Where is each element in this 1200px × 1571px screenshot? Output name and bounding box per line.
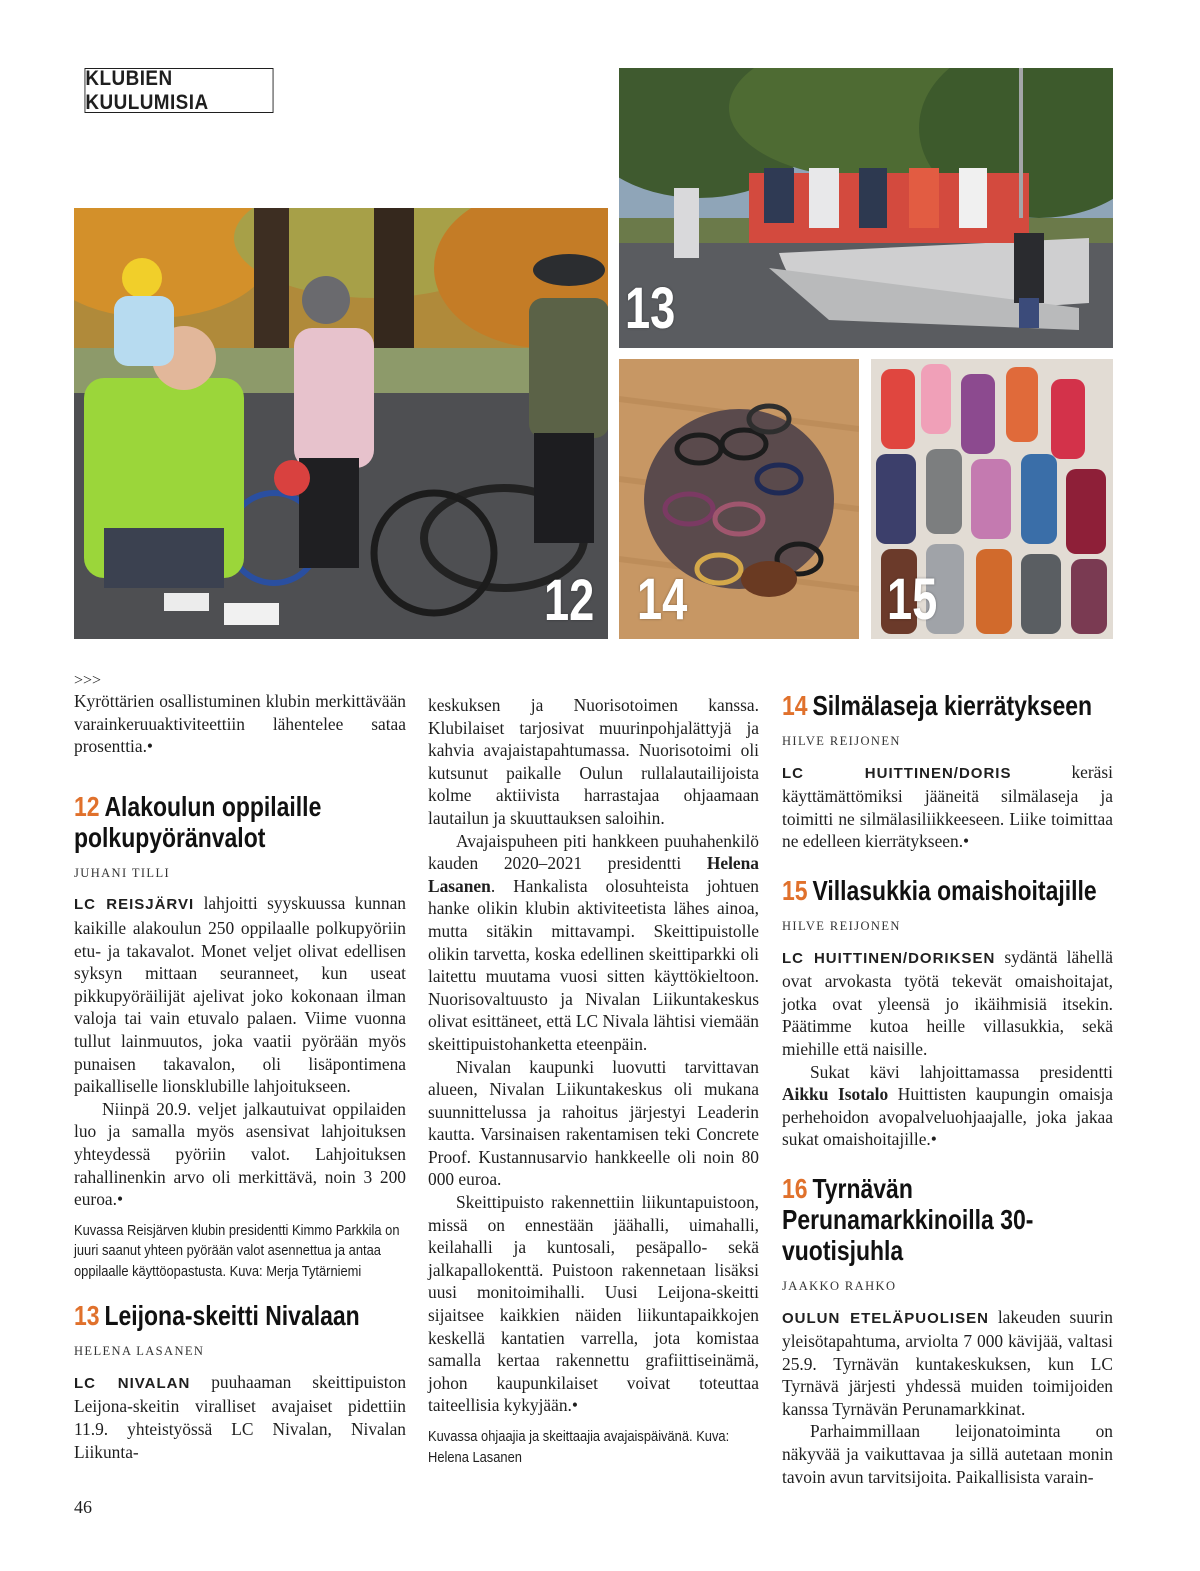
article-15-lead: LC HUITTINEN/DORIKSEN: [782, 949, 996, 967]
article-12-body-1: lahjoitti syyskuussa kunnan kaikille alakoulun 250 oppilaalle polkupyöriin etu- ja takavalot. Monet veljet olivat edellisen syksyn mittaan seuranneet, kun useat pikkupyöräilijät ajelivat joko kokonaan ilman valoja tai vain etuvalo palaen. Viime vuonna tullut lainmuutos, joka vaatii pyörään myös punaisen takavalon, oli lisäpontimena paikalliselle lionsklubille lahjoitukseen.: [74, 893, 406, 1097]
article-16-title: [782, 1173, 1113, 1266]
article-15-p2-text-b: Huittisten kaupungin omaisja perhehoidon avopalveluohjaajalle, joka jakaa sukat omaishoitajille.•: [782, 1084, 1113, 1150]
article-12-lead: LC REISJÄRVI: [74, 896, 195, 914]
article-13-p3-text-a: Avajaispuheen piti hankkeen puuhahenkilö kauden 2020–2021 presidentti: [428, 830, 759, 874]
article-15-title-text: Villasukkia omaishoitajille: [812, 874, 1097, 906]
article-13-number: 13: [74, 1300, 100, 1332]
page-number: 46: [74, 1497, 92, 1517]
photo-number-14: 14: [637, 567, 688, 632]
article-12-title-text: Alakoulun oppilaille polkupyöränvalot: [74, 790, 322, 853]
article-16-lead: OULUN ETELÄPUOLISEN: [782, 1309, 989, 1327]
article-13-byline: HELENA LASANEN: [74, 1344, 205, 1359]
article-15-p2-name: Aikku Isotalo: [782, 1084, 889, 1105]
article-14-number: 14: [782, 690, 808, 721]
article-16-paragraph-1: [782, 1306, 1113, 1421]
photo-number-15: 15: [887, 567, 938, 632]
article-13-paragraph-3: [428, 830, 759, 1056]
article-14-lead: LC HUITTINEN/DORIS: [782, 764, 1012, 782]
article-14-title-text: Silmälaseja kierrätykseen: [812, 690, 1093, 721]
article-15-byline: HILVE REIJONEN: [782, 918, 901, 933]
article-12-paragraph-1: [74, 892, 406, 1097]
article-16-paragraph-2: Parhaimmillaan leijonatoiminta on näkyvää ja vaikuttavaa ja sillä autetaan monin tavoin avun tarvitsijoita. Paikallisista varain-: [782, 1421, 1113, 1487]
article-13-caption: Kuvassa ohjaajia ja skeittaajia avajaispäivänä. Kuva: Helena Lasanen: [428, 1428, 730, 1466]
article-12-paragraph-2: Niinpä 20.9. veljet jalkautuivat oppilaiden luo ja samalla myös asensivat lahjoituksen yhteydessä pyöriin valot. Lahjoituksen rahallinenkin arvo oli merkittävä, noin 3 200 euroa.•: [74, 1098, 406, 1210]
article-15-paragraph-1: [782, 946, 1113, 1061]
article-13-paragraph-1: [74, 1371, 406, 1463]
article-13-p3-text-b: . Hankalista olosuhteista johtuen hanke olikin klubin aktiviteetista lähes ainoa, mutta sitäkin mittavampi. Skeittipuistolle olikin tarvetta, koska edellinen skeittiparkki oli laitettu muutama vuosi sitten käyttökieltoon. Nuorisovaltuusto ja Nivalan Liikuntakeskus olivat esittäneet, että LC Nivala lähtisi viemään skeittipuistohanketta eteenpäin.: [428, 875, 759, 1054]
article-16-title-text: Tyrnävän Perunamarkkinoilla 30-vuotisjuhla: [782, 1172, 1034, 1266]
photo-socks: [871, 359, 1113, 639]
article-12-number: 12: [74, 790, 100, 822]
article-16-number: 16: [782, 1172, 808, 1204]
article-12-caption: Kuvassa Reisjärven klubin presidentti Kimmo Parkkila on juuri saanut yhteen pyörään valot asennettua ja antaa oppilaalle käyttöopastusta. Kuva: Merja Tytärniemi: [74, 1221, 400, 1280]
article-13-p3-name: Helena Lasanen: [428, 853, 759, 896]
article-13-title: [74, 1300, 406, 1331]
article-15-title: [782, 875, 1113, 906]
article-15-number: 15: [782, 874, 808, 906]
article-15-p2-text-a: Sukat kävi lahjoittamassa presidentti: [810, 1061, 1113, 1082]
article-13-title-text: Leijona-skeitti Nivalaan: [104, 1300, 360, 1332]
section-tag: KLUBIEN KUULUMISIA: [85, 68, 274, 113]
article-13-paragraph-5: Skeittipuisto rakennettiin liikuntapuistoon, missä on ennestään jäähalli, uimahalli, keilahalli ja kuntosali, pesäpallo- sekä jalkapallokenttä. Puistoon rakennetaan lisäksi uusi monitoimihalli. Uusi Leijona-skeitti sijaitsee kaikkien näiden liikuntapaikkojen keskellä kantatien varrella, jota komistaa samalla kertaa rakennettu grafiittiseinämä, johon kaupunkilaiset voivat toteuttaa taiteellisia kykyjään.•: [428, 1192, 759, 1416]
photo-skatepark: [619, 68, 1113, 348]
article-13-paragraph-4: Nivalan kaupunki luovutti tarvittavan alueen, Nivalan Liikuntakeskus oli mukana suunnittelussa ja rahoitus järjestyi Leaderin kautta. Varsinaisen rakentamisen teki Concrete Proof. Kustannusarvio hankkeelle oli noin 80 000 euroa.: [428, 1056, 759, 1190]
article-15-body-1: sydäntä lähellä ovat arvokasta työtä tekevät omaishoitajat, jotka ovat yleensä jo ikäihmisiä itsekin. Päätimme kutoa heille villasukkia, sekä miehille että naisille.: [782, 946, 1113, 1059]
photo-number-13: 13: [625, 276, 676, 341]
continuation-mark: >>>: [74, 672, 102, 689]
article-16-byline: JAAKKO RAHKO: [782, 1278, 897, 1293]
photo-number-12: 12: [544, 568, 595, 633]
article-14-byline: HILVE REIJONEN: [782, 734, 901, 748]
article-12-title: [74, 791, 406, 853]
photo-bike-lights: [74, 208, 608, 639]
article-14-paragraph-1: [782, 761, 1113, 853]
article-13-lead: LC NIVALAN: [74, 1374, 191, 1392]
photo-glasses: [619, 359, 859, 639]
article-14-body-1: keräsi käyttämättömiksi jääneitä silmälaseja ja toimitti ne silmälasiliikkeeseen. Liike toimittaa ne edelleen kierrätykseen.•: [782, 761, 1113, 852]
column-3: [782, 690, 1113, 1488]
article-14-title: [782, 690, 1113, 721]
column-1: [74, 672, 406, 1463]
article-12-byline: JUHANI TILLI: [74, 865, 171, 880]
continuation-text: Kyröttärien osallistuminen klubin merkittävään varainkeruuaktiviteettiin lähentelee sataa prosenttia.•: [74, 691, 406, 757]
article-13-body-1: puuhaaman skeittipuiston Leijona-skeitin viralliset avajaiset pidettiin 11.9. yhteistyössä LC Nivalan, Nivalan Liikunta-: [74, 1371, 407, 1462]
column-2: [428, 694, 759, 1468]
article-15-paragraph-2: [782, 1061, 1113, 1151]
article-13-paragraph-2: keskuksen ja Nuorisotoimen kanssa. Klubilaiset tarjosivat muurinpohjalättyjä ja kahvia avajaistapahtumassa. Nuorisotoimi oli kutsunut paikalle Oulun rullalautailijoista kolme aktiivista harrastajaa ohjaamaan lautailun ja skuuttauksen saloihin.: [428, 695, 759, 828]
article-16-body-1: lakeuden suurin yleisötapahtuma, arviolta 7 000 kävijää, valtasi 25.9. Tyrnävän kuntakeskuksen, kun LC Tyrnävä järjesti yhdessä muiden toimijoiden kanssa Tyrnävän Perunamarkkinat.: [782, 1306, 1113, 1419]
